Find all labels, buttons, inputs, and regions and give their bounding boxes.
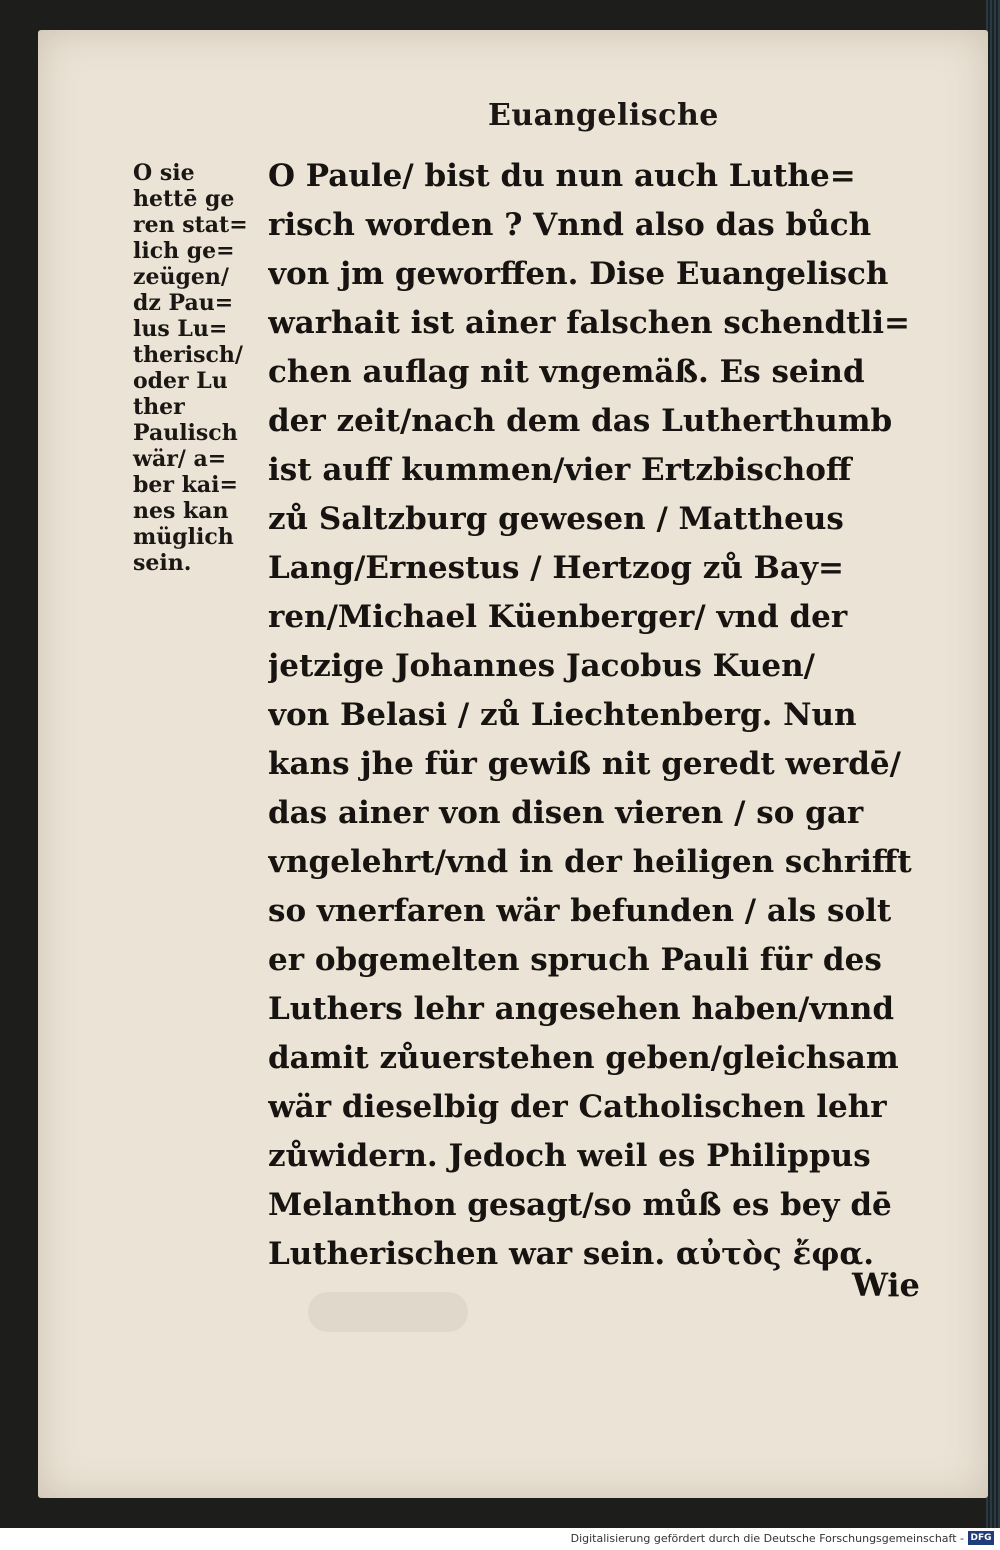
text-line: wär dieselbig der Catholischen lehr — [268, 1089, 887, 1125]
margin-note-line: ber kai= — [133, 472, 238, 498]
margin-note-line: hettē ge — [133, 186, 235, 212]
text-line: zůwidern. Jedoch weil es Philippus — [268, 1138, 871, 1174]
text-line: ren/Michael Küenberger/ vnd der — [268, 599, 848, 635]
text-line: ist auff kummen/vier Ertzbischoff — [268, 452, 852, 488]
text-line: er obgemelten spruch Pauli für des — [268, 942, 882, 978]
text-line: O Paule/ bist du nun auch Luthe= — [268, 158, 856, 194]
margin-note-line: lich ge= — [133, 238, 235, 264]
dfg-logo: DFG — [968, 1531, 994, 1545]
text-line: von jm geworffen. Dise Euangelisch — [268, 256, 889, 292]
margin-note-line: oder Lu — [133, 368, 228, 394]
text-line: jetzige Johannes Jacobus Kuen/ — [268, 648, 815, 684]
text-line: risch worden ? Vnnd also das bůch — [268, 207, 872, 243]
footer-credit: Digitalisierung gefördert durch die Deutsche Forschungsgemeinschaft - — [570, 1532, 964, 1545]
text-line: der zeit/nach dem das Lutherthumb — [268, 403, 893, 439]
paper-stain — [308, 1292, 468, 1332]
margin-note-line: müglich — [133, 524, 234, 550]
margin-note-line: sein. — [133, 550, 192, 576]
margin-note-line: dz Pau= — [133, 290, 234, 316]
text-line: vngelehrt/vnd in der heiligen schrifft — [268, 844, 912, 880]
margin-note-line: Paulisch — [133, 420, 238, 446]
margin-note-line: lus Lu= — [133, 316, 228, 342]
text-line: von Belasi / zů Liechtenberg. Nun — [268, 697, 857, 733]
margin-note — [133, 160, 263, 576]
running-head: Euangelische — [488, 98, 719, 133]
text-line: Luthers lehr angesehen haben/vnnd — [268, 991, 895, 1027]
text-line: warhait ist ainer falschen schendtli= — [268, 305, 910, 341]
footer-bar — [0, 1528, 1000, 1550]
text-line: das ainer von disen vieren / so gar — [268, 795, 864, 831]
text-line: Lutherischen war sein. αὐτὸς ἔφα. — [268, 1236, 875, 1272]
margin-note-line: ren stat= — [133, 212, 248, 238]
margin-note-line: O sie — [133, 160, 195, 186]
book-binding-edge — [986, 0, 1000, 1528]
text-line: so vnerfaren wär befunden / als solt — [268, 893, 892, 929]
margin-note-line: wär/ a= — [133, 446, 227, 472]
text-line: zů Saltzburg gewesen / Mattheus — [268, 501, 844, 537]
text-line: chen auflag nit vngemäß. Es seind — [268, 354, 865, 390]
text-line: Melanthon gesagt/so můß es bey dē — [268, 1187, 892, 1223]
text-line: Lang/Ernestus / Hertzog zů Bay= — [268, 550, 844, 586]
margin-note-line: therisch/ — [133, 342, 243, 368]
text-line: damit zůuerstehen geben/gleichsam — [268, 1040, 899, 1076]
text-line: kans jhe für gewiß nit geredt werdē/ — [268, 746, 901, 782]
catchword: Wie — [852, 1266, 920, 1304]
main-text-block — [268, 152, 958, 1279]
margin-note-line: zeügen/ — [133, 264, 229, 290]
margin-note-line: ther — [133, 394, 185, 420]
margin-note-line: nes kan — [133, 498, 229, 524]
